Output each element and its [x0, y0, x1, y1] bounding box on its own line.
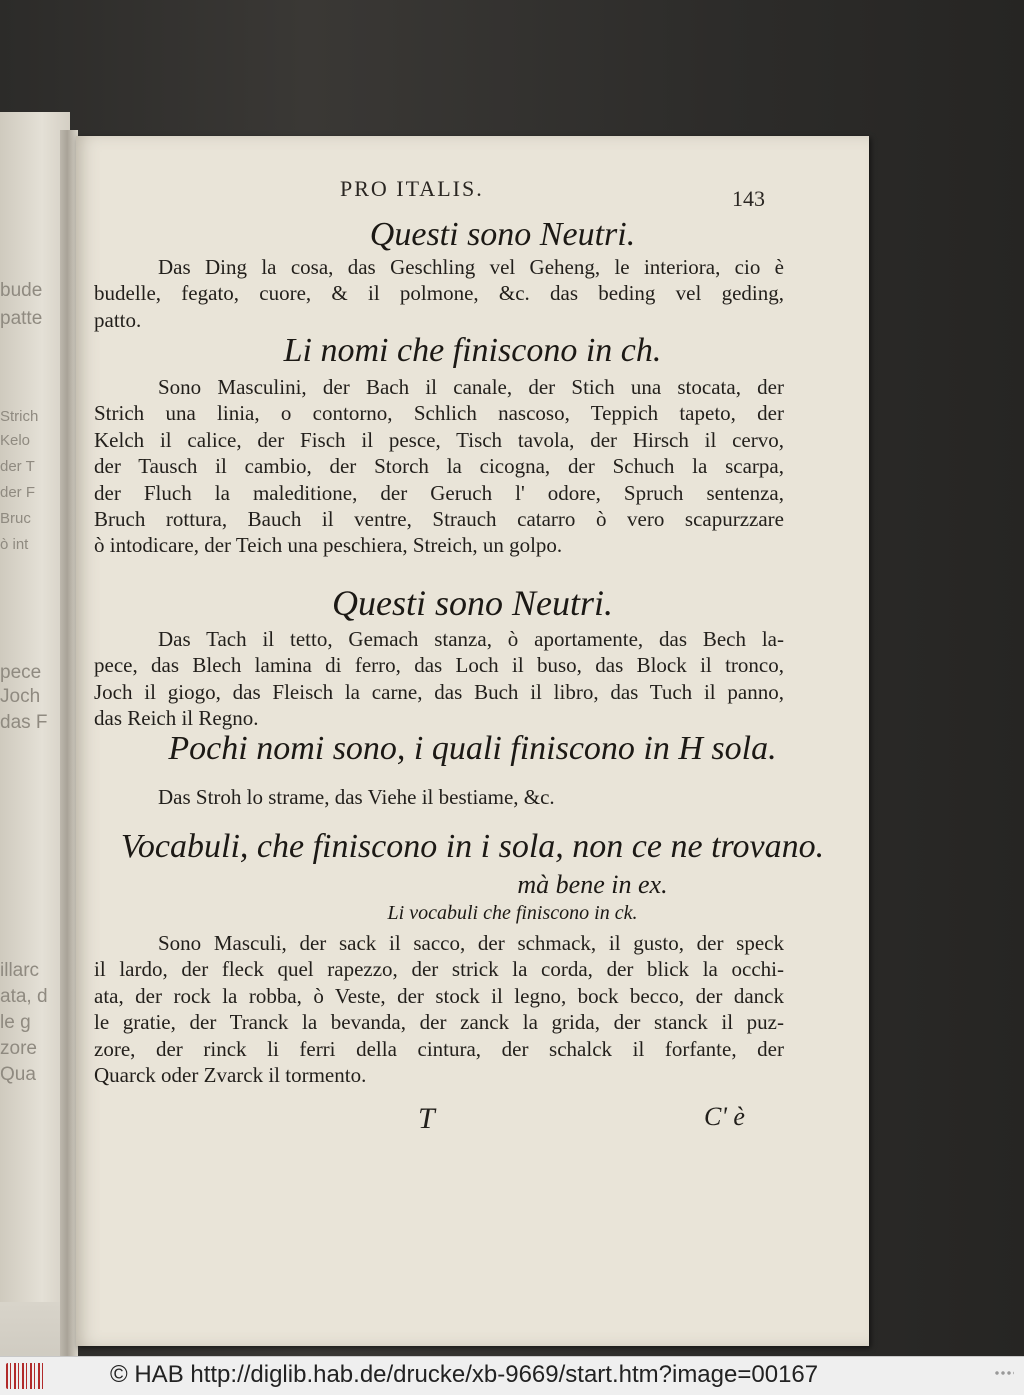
- facing-page-fragment: das F: [0, 712, 48, 733]
- text-line: Das Stroh lo strame, das Viehe il bestiame, &c.: [158, 785, 555, 809]
- facing-page-fragment: le g: [0, 1012, 31, 1033]
- text-line: ò intodicare, der Teich una peschiera, Streich, un golpo.: [94, 533, 563, 558]
- text-line: Sono Masculini, der Bach il canale, der Stich una stocata, der: [158, 375, 784, 399]
- section-heading: Pochi nomi sono, i quali finiscono in H sola.: [168, 730, 777, 767]
- text-line: der Tausch il cambio, der Storch la cicogna, der Schuch la scarpa,: [94, 454, 784, 479]
- running-head: [76, 172, 869, 212]
- facing-page-fragment: ata, d: [0, 986, 48, 1007]
- text-line: il lardo, der fleck quel rapezzo, der strick la corda, der blick la occhi-: [94, 957, 784, 982]
- page-number: 143: [732, 186, 765, 211]
- text-line: der Fluch la maleditione, der Geruch l' odore, Spruch sentenza,: [94, 480, 784, 505]
- text-line: Sono Masculi, der sack il sacco, der schmack, il gusto, der speck: [158, 931, 784, 955]
- facing-page-fragment: ò int: [0, 536, 29, 553]
- section-subheading: mà bene in ex.: [517, 870, 668, 899]
- facing-page-fragment: patte: [0, 308, 43, 329]
- text-line: patto.: [94, 307, 142, 332]
- facing-page-fragment: der T: [0, 458, 35, 475]
- section-subheading: Li vocabuli che finiscono in ck.: [387, 902, 638, 924]
- facing-page-fragment: Joch: [0, 686, 41, 707]
- text-line: budelle, fegato, cuore, & il polmone, &c. das beding vel geding,: [94, 281, 784, 306]
- facing-page-fragment: Qua: [0, 1064, 36, 1085]
- text-line: Das Tach il tetto, Gemach stanza, ò aportamente, das Bech la-: [158, 627, 784, 651]
- footer-dots-icon: [994, 1369, 1014, 1377]
- section-heading: Questi sono Neutri.: [331, 583, 613, 623]
- text-line: ata, der rock la robba, ò Veste, der stock il legno, bock becco, der danck: [94, 983, 784, 1008]
- text-line: le gratie, der Tranck la bevanda, der zanck la grida, der stanck il puz-: [94, 1010, 784, 1035]
- text-line: Bruch rottura, Bauch il ventre, Strauch catarro ò vero scapurzzare: [94, 507, 784, 532]
- book-page: [76, 136, 869, 1346]
- catchword-right: C' è: [704, 1102, 745, 1131]
- facing-page-fragment: bude: [0, 280, 43, 301]
- copyright-link[interactable]: © HAB http://diglib.hab.de/drucke/xb-9669/start.htm?image=00167: [110, 1361, 819, 1388]
- text-line: Kelch il calice, der Fisch il pesce, Tisch tavola, der Hirsch il cervo,: [94, 427, 784, 452]
- facing-page-fragment: zore: [0, 1038, 37, 1059]
- section-heading: Li nomi che finiscono in ch.: [283, 332, 662, 369]
- facing-page-fragment: Bruc: [0, 510, 31, 527]
- text-line: pece, das Blech lamina di ferro, das Loch il buso, das Block il tronco,: [94, 653, 784, 678]
- footer-bar: [0, 1356, 1024, 1395]
- section-text: [94, 254, 784, 333]
- section-heading: Questi sono Neutri.: [369, 216, 636, 253]
- facing-page-fragment: illarc: [0, 960, 40, 981]
- section-text: [94, 784, 784, 810]
- facing-page-edge: [0, 1302, 60, 1356]
- hab-logo-icon: [6, 1363, 46, 1389]
- catchword-left: T: [418, 1102, 435, 1135]
- text-line: Strich una linia, o contorno, Schlich nascoso, Teppich tapeto, der: [94, 401, 784, 426]
- text-line: das Reich il Regno.: [94, 706, 259, 731]
- section-text: [94, 626, 784, 732]
- facing-page-fragment: Strich: [0, 408, 39, 425]
- facing-page-fragment: Kelo: [0, 432, 31, 449]
- section-text: [94, 930, 784, 1088]
- facing-page-fragment: pece: [0, 662, 42, 683]
- text-line: zore, der rinck li ferri della cintura, der schalck il forfante, der: [94, 1036, 784, 1061]
- facing-page-fragment: der F: [0, 484, 36, 501]
- text-line: Quarck oder Zvarck il tormento.: [94, 1063, 367, 1088]
- text-line: Joch il giogo, das Fleisch la carne, das Buch il libro, das Tuch il panno,: [94, 679, 784, 704]
- text-line: Das Ding la cosa, das Geschling vel Geheng, le interiora, cio è: [158, 255, 784, 279]
- section-text: [94, 374, 784, 559]
- section-heading: Vocabuli, che finiscono in i sola, non ce ne trovano.: [120, 828, 825, 865]
- running-title: PRO ITALIS.: [340, 176, 484, 201]
